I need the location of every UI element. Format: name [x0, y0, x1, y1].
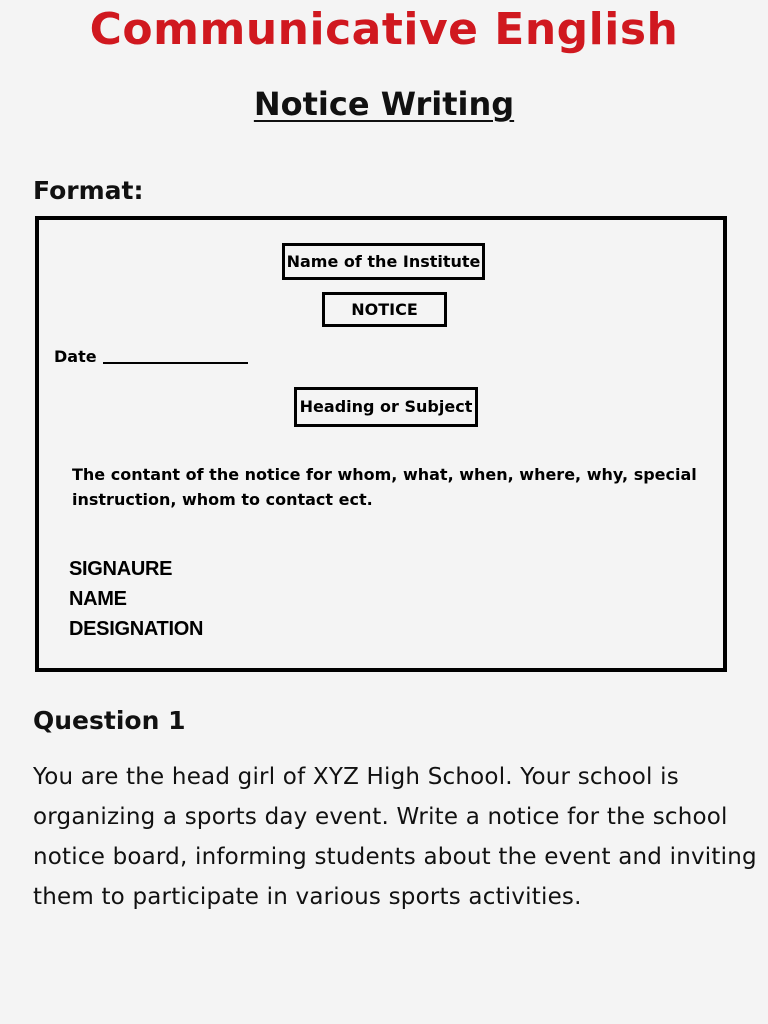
date-blank-line: [103, 362, 248, 364]
date-row: [54, 346, 248, 368]
question-text: You are the head girl of XYZ High School. Your school is organizing a sports day event. Write a notice for the school notice board, informing students about the event and inviting them to participate in various sports activities.: [33, 764, 757, 910]
designation-label: DESIGNATION: [69, 618, 204, 640]
name-label: NAME: [69, 588, 127, 610]
question-label: Question 1: [33, 706, 186, 735]
heading-subject-box: Heading or Subject: [294, 387, 478, 427]
page-subtitle: [0, 82, 768, 126]
institute-name-box: Name of the Institute: [282, 243, 485, 280]
page-title: Communicative English: [89, 4, 679, 55]
format-label: Format:: [33, 176, 144, 205]
notice-label-box: NOTICE: [322, 292, 447, 327]
signature-block: [69, 554, 203, 644]
subtitle-text: Notice Writing: [253, 85, 515, 123]
notice-content-text: The contant of the notice for whom, what, when, where, why, special instruction, whom to contact ect.: [72, 465, 697, 509]
notice-format-box: [35, 216, 727, 672]
signature-label: SIGNAURE: [69, 558, 173, 580]
date-label: Date: [54, 347, 97, 366]
